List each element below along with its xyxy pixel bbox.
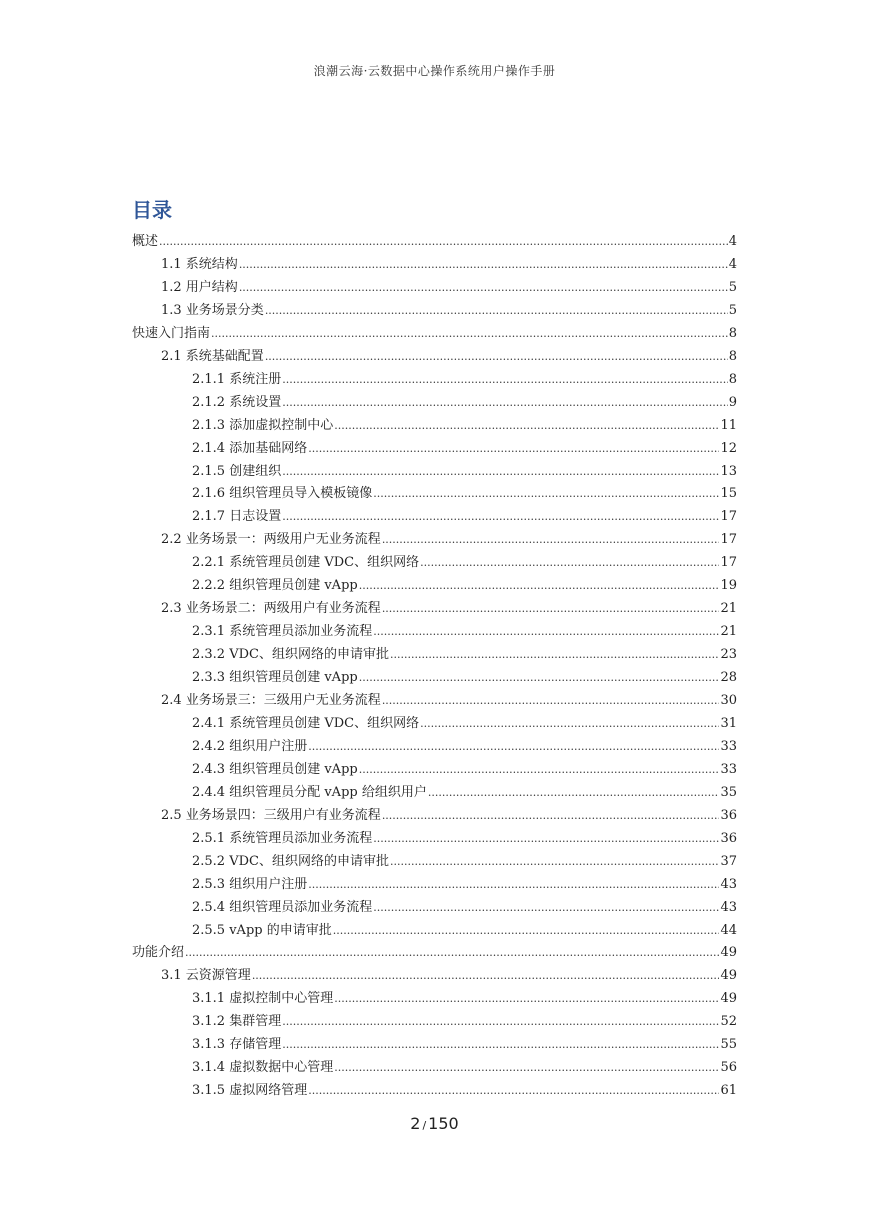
toc-entry-page: 33: [720, 738, 737, 754]
toc-entry[interactable]: [192, 989, 737, 1009]
toc-entry-page: 8: [728, 348, 737, 364]
toc-entry-label: 2.2.2 组织管理员创建 vApp: [192, 578, 358, 594]
toc-entry-label: 2.1.6 组织管理员导入模板镜像: [192, 486, 373, 502]
toc-entry-label: 概述: [132, 234, 159, 249]
toc-entry-label: 2.5.2 VDC、组织网络的申请审批: [192, 853, 389, 869]
toc-dot-leader: [308, 439, 719, 459]
toc-entry[interactable]: [192, 783, 737, 803]
toc-dot-leader: [239, 278, 728, 298]
toc-entry[interactable]: [192, 668, 737, 688]
toc-entry-page: 43: [720, 876, 737, 892]
toc-entry-page: 31: [720, 715, 737, 731]
toc-entry[interactable]: [161, 301, 737, 321]
toc-entry-label: 1.3 业务场景分类: [161, 302, 264, 318]
toc-entry-page: 36: [720, 830, 737, 846]
toc-entry[interactable]: [132, 232, 737, 252]
toc-dot-leader: [282, 393, 728, 413]
toc-entry-page: 12: [720, 440, 737, 456]
toc-entry[interactable]: [192, 875, 737, 895]
toc-entry-page: 55: [720, 1037, 737, 1053]
toc-dot-leader: [282, 1012, 719, 1032]
toc-entry[interactable]: [161, 691, 737, 711]
toc-entry[interactable]: [192, 898, 737, 918]
toc-entry-page: 9: [728, 394, 737, 410]
toc-entry-label: 2.1.1 系统注册: [192, 371, 282, 387]
toc-entry[interactable]: [192, 760, 737, 780]
toc-entry[interactable]: [192, 507, 737, 527]
toc-entry-page: 61: [720, 1083, 737, 1099]
toc-dot-leader: [282, 507, 719, 527]
toc-entry-page: 23: [720, 647, 737, 663]
toc-entry[interactable]: [132, 943, 737, 963]
toc-entry-label: 2.1.4 添加基础网络: [192, 440, 308, 456]
page-header: 浪潮云海·云数据中心操作系统用户操作手册: [313, 64, 556, 78]
toc-entry-page: 17: [720, 509, 737, 525]
toc-dot-leader: [334, 989, 719, 1009]
toc-entry-page: 15: [720, 486, 737, 502]
toc-dot-leader: [265, 301, 728, 321]
toc-dot-leader: [333, 921, 720, 941]
toc-entry-label: 3.1.4 虚拟数据中心管理: [192, 1060, 334, 1076]
toc-entry-label: 2.4.1 系统管理员创建 VDC、组织网络: [192, 715, 420, 731]
toc-entry-label: 3.1 云资源管理: [161, 968, 251, 984]
toc-entry[interactable]: [161, 530, 737, 550]
toc-entry-page: 44: [720, 922, 737, 938]
toc-entry-label: 2.1.5 创建组织: [192, 463, 282, 479]
toc-entry-label: 2.3.3 组织管理员创建 vApp: [192, 670, 358, 686]
toc-dot-leader: [382, 530, 720, 550]
toc-entry-page: 19: [720, 578, 737, 594]
toc-entry-label: 2.3.1 系统管理员添加业务流程: [192, 624, 373, 640]
toc-entry[interactable]: [192, 852, 737, 872]
toc-entry[interactable]: [192, 393, 737, 413]
toc-entry[interactable]: [192, 645, 737, 665]
toc-entry-label: 2.5 业务场景四：三级用户有业务流程: [161, 807, 381, 823]
toc-dot-leader: [282, 462, 719, 482]
toc-dot-leader: [308, 875, 719, 895]
toc-entry-page: 21: [720, 624, 737, 640]
total-pages: 150: [428, 1114, 459, 1133]
toc-entry[interactable]: [192, 1035, 737, 1055]
toc-entry-label: 2.1.3 添加虚拟控制中心: [192, 417, 334, 433]
toc-entry-page: 5: [728, 279, 737, 295]
toc-dot-leader: [390, 645, 719, 665]
toc-entry[interactable]: [161, 347, 737, 367]
toc-entry-label: 2.5.1 系统管理员添加业务流程: [192, 830, 373, 846]
toc-entry-page: 43: [720, 899, 737, 915]
toc-dot-leader: [308, 1081, 719, 1101]
toc-entry-page: 33: [720, 761, 737, 777]
toc-entry-page: 37: [720, 853, 737, 869]
toc-dot-leader: [282, 1035, 719, 1055]
toc-entry[interactable]: [161, 599, 737, 619]
toc-entry-label: 2.4.4 组织管理员分配 vApp 给组织用户: [192, 784, 427, 800]
toc-dot-leader: [308, 737, 719, 757]
toc-dot-leader: [420, 714, 719, 734]
toc-entry-label: 3.1.3 存储管理: [192, 1037, 282, 1053]
toc-entry-label: 3.1.1 虚拟控制中心管理: [192, 991, 334, 1007]
toc-entry[interactable]: [192, 714, 737, 734]
toc-entry[interactable]: [192, 439, 737, 459]
toc-entry-label: 2.5.5 vApp 的申请审批: [192, 922, 332, 938]
toc-entry-label: 2.4 业务场景三：三级用户无业务流程: [161, 693, 381, 708]
toc-entry-label: 2.5.3 组织用户注册: [192, 876, 308, 892]
toc-entry-label: 2.4.3 组织管理员创建 vApp: [192, 761, 358, 777]
toc-entry-label: 2.1.2 系统设置: [192, 394, 282, 410]
toc-entry-page: 35: [720, 784, 737, 800]
toc-entry-label: 2.5.4 组织管理员添加业务流程: [192, 899, 373, 915]
toc-entry-label: 2.1 系统基础配置: [161, 348, 264, 364]
toc-entry-page: 13: [720, 463, 737, 479]
toc-entry-page: 17: [720, 532, 737, 548]
toc-dot-leader: [211, 324, 728, 344]
toc-entry-label: 2.3.2 VDC、组织网络的申请审批: [192, 647, 389, 663]
toc-entry[interactable]: [161, 806, 737, 826]
toc-entry-page: 36: [720, 807, 737, 823]
toc-entry-label: 2.3 业务场景二：两级用户有业务流程: [161, 601, 381, 617]
toc-dot-leader: [382, 691, 720, 711]
toc-entry-page: 49: [720, 968, 737, 984]
toc-entry-label: 2.2 业务场景一：两级用户无业务流程: [161, 532, 381, 548]
toc-entry-page: 4: [728, 256, 737, 272]
toc-dot-leader: [359, 576, 720, 596]
toc-dot-leader: [334, 416, 719, 436]
toc-entry[interactable]: [192, 1081, 737, 1101]
toc-entry[interactable]: [192, 462, 737, 482]
toc-dot-leader: [373, 622, 719, 642]
toc-entry-page: 8: [728, 371, 737, 387]
toc-dot-leader: [373, 829, 719, 849]
toc-entry[interactable]: [132, 324, 737, 344]
toc-entry-label: 3.1.2 集群管理: [192, 1014, 282, 1030]
toc-entry[interactable]: [192, 576, 737, 596]
toc-entry-page: 8: [728, 325, 737, 341]
toc-dot-leader: [252, 966, 720, 986]
toc-dot-leader: [239, 255, 728, 275]
toc-entry-page: 5: [728, 302, 737, 318]
toc-dot-leader: [359, 760, 720, 780]
toc-entry-label: 快速入门指南: [132, 325, 211, 341]
toc-entry-label: 1.1 系统结构: [161, 256, 238, 272]
toc-entry-page: 30: [720, 693, 737, 708]
toc-entry-page: 17: [720, 555, 737, 571]
toc-entry[interactable]: [192, 370, 737, 390]
toc-dot-leader: [265, 347, 728, 367]
page-separator: /: [422, 1119, 427, 1132]
toc-dot-leader: [382, 806, 720, 826]
toc-entry-page: 56: [720, 1060, 737, 1076]
current-page-number: 2: [410, 1114, 421, 1133]
toc-dot-leader: [159, 232, 728, 252]
toc-entry[interactable]: [192, 622, 737, 642]
page-number: [0, 1114, 869, 1133]
toc-entry[interactable]: [161, 966, 737, 986]
toc-dot-leader: [373, 898, 719, 918]
toc-dot-leader: [420, 553, 719, 573]
toc-entry[interactable]: [192, 1058, 737, 1078]
toc-dot-leader: [373, 484, 719, 504]
toc-entry-page: 52: [720, 1014, 737, 1030]
toc-entry-page: 11: [720, 417, 737, 433]
toc-entry-page: 21: [720, 601, 737, 617]
toc-title: 目录: [132, 198, 172, 222]
toc-entry[interactable]: [161, 255, 737, 275]
toc-entry[interactable]: [192, 829, 737, 849]
toc-entry-label: 1.2 用户结构: [161, 279, 238, 295]
toc-dot-leader: [282, 370, 728, 390]
toc-entry-label: 2.2.1 系统管理员创建 VDC、组织网络: [192, 555, 420, 571]
toc-dot-leader: [359, 668, 720, 688]
toc-entry[interactable]: [192, 484, 737, 504]
toc-entry-page: 4: [728, 234, 737, 249]
toc-entry[interactable]: [192, 416, 737, 436]
toc-entry-page: 49: [720, 991, 737, 1007]
toc-entry-label: 2.1.7 日志设置: [192, 509, 282, 525]
toc-entry-label: 2.4.2 组织用户注册: [192, 738, 308, 754]
toc-entry-label: 功能介绍: [132, 945, 185, 961]
toc-entry[interactable]: [192, 553, 737, 573]
toc-entry-page: 28: [720, 670, 737, 686]
toc-entry[interactable]: [192, 1012, 737, 1032]
toc-entry-label: 3.1.5 虚拟网络管理: [192, 1083, 308, 1099]
toc-dot-leader: [382, 599, 720, 619]
toc-dot-leader: [334, 1058, 719, 1078]
toc-entry[interactable]: [161, 278, 737, 298]
toc-entry-page: 49: [720, 945, 737, 961]
toc-entry[interactable]: [192, 921, 737, 941]
toc-dot-leader: [185, 943, 719, 963]
toc-entry[interactable]: [192, 737, 737, 757]
toc-dot-leader: [390, 852, 719, 872]
toc-dot-leader: [428, 783, 720, 803]
